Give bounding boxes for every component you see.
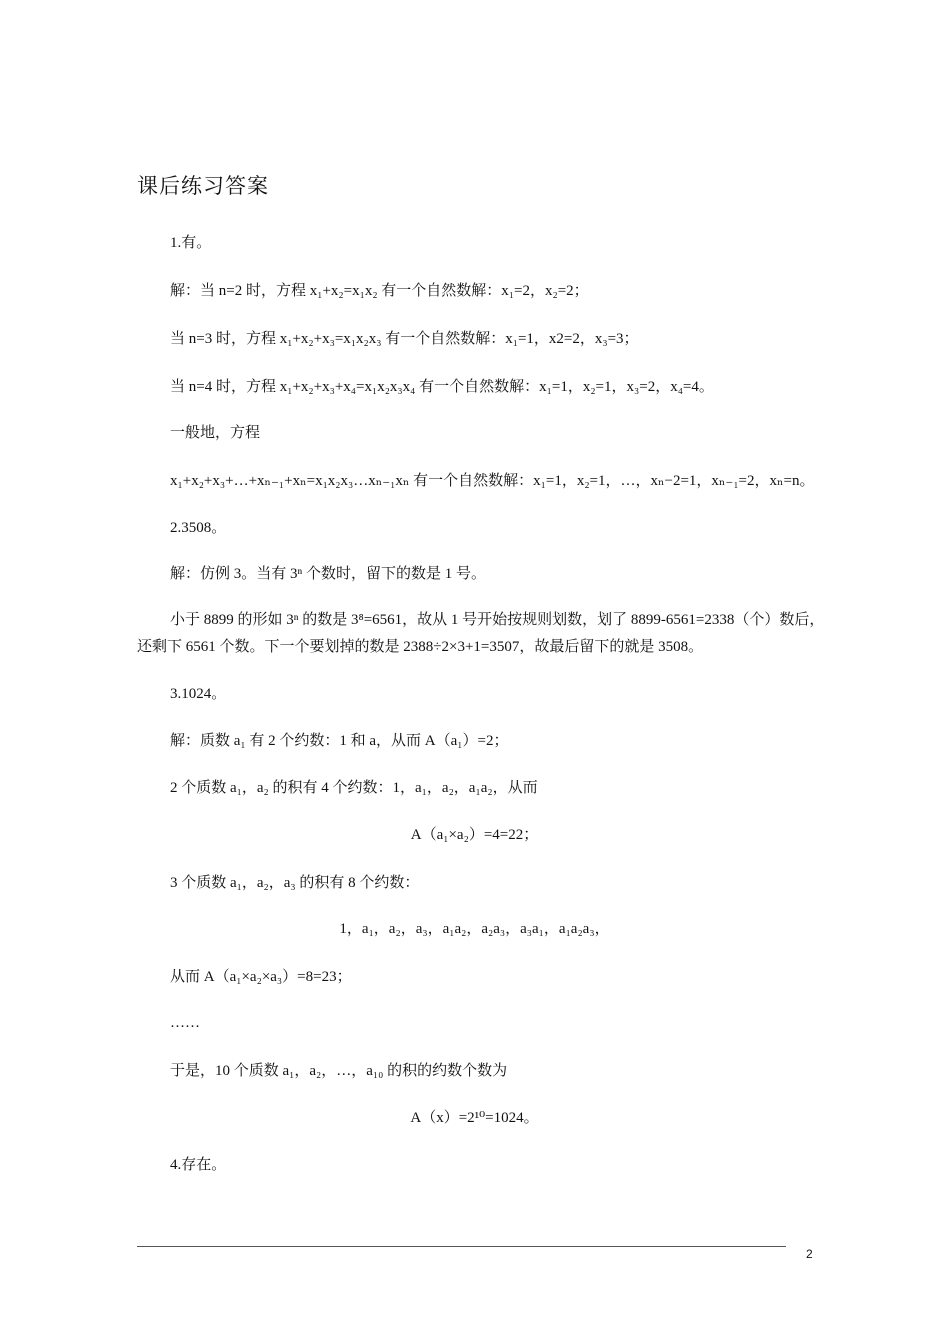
answer-3-step-3: 3 个质数 a₁，a₂，a₃ 的积有 8 个约数： [170,875,420,891]
page-number: 2 [806,1247,813,1261]
answer-3-heading: 3.1024。 [170,686,227,702]
answer-3-conclusion-intro: 于是，10 个质数 a₁，a₂，…，a₁₀ 的积的约数个数为 [170,1063,508,1079]
answer-3-step-2: 2 个质数 a₁，a₂ 的积有 4 个约数：1，a₁，a₂，a₁a₂，从而 [170,780,538,796]
answer-2-heading: 2.3508。 [170,520,227,536]
answer-3-final-formula: A（x）=2¹⁰=1024。 [410,1110,539,1126]
answer-2-hint: 解：仿例 3。当有 3ⁿ 个数时，留下的数是 1 号。 [170,566,486,582]
ellipsis-line: …… [170,1015,200,1031]
answer-1-case-n4: 当 n=4 时，方程 x₁+x₂+x₃+x₄=x₁x₂x₃x₄ 有一个自然数解：x₁=1，x₂=1，x₃=2，x₄=4。 [170,379,714,395]
footer-rule [137,1246,786,1247]
answer-2-explanation: 小于 8899 的形如 3ⁿ 的数是 3⁸=6561，故从 1 号开始按规则划数，划了 8899-6561=2338（个）数后，还剩下 6561 个数。下一个要划掉的数是 2388÷2×3+1=3507，故最后留下的就是 3508。 [137,612,825,655]
answer-1-general-solution: x₁+x₂+x₃+…+xₙ₋₁+xₙ=x₁x₂x₃…xₙ₋₁xₙ 有一个自然数解：x₁=1，x₂=1，…，xₙ−2=1，xₙ₋₁=2，xₙ=n。 [170,473,815,489]
answer-3-formula-3: 从而 A（a₁×a₂×a₃）=8=23； [170,969,352,985]
answer-3-formula-2: A（a₁×a₂）=4=22； [410,827,539,843]
answer-1-case-n3: 当 n=3 时，方程 x₁+x₂+x₃=x₁x₂x₃ 有一个自然数解：x₁=1，x2=2，x₃=3； [170,331,639,347]
answer-3-divisor-list: 1，a₁，a₂，a₃，a₁a₂，a₂a₃，a₃a₁，a₁a₂a₃， [339,921,610,937]
page-title: 课后练习答案 [137,174,269,198]
answer-1-case-n2: 解：当 n=2 时，方程 x₁+x₂=x₁x₂ 有一个自然数解：x₁=2，x₂=2； [170,283,589,299]
answer-1-heading: 1.有。 [170,235,212,251]
answer-4-heading: 4.存在。 [170,1157,227,1173]
answer-1-general-intro: 一般地，方程 [170,425,261,441]
answer-3-step-1: 解：质数 a₁ 有 2 个约数：1 和 a，从而 A（a₁）=2； [170,733,509,749]
